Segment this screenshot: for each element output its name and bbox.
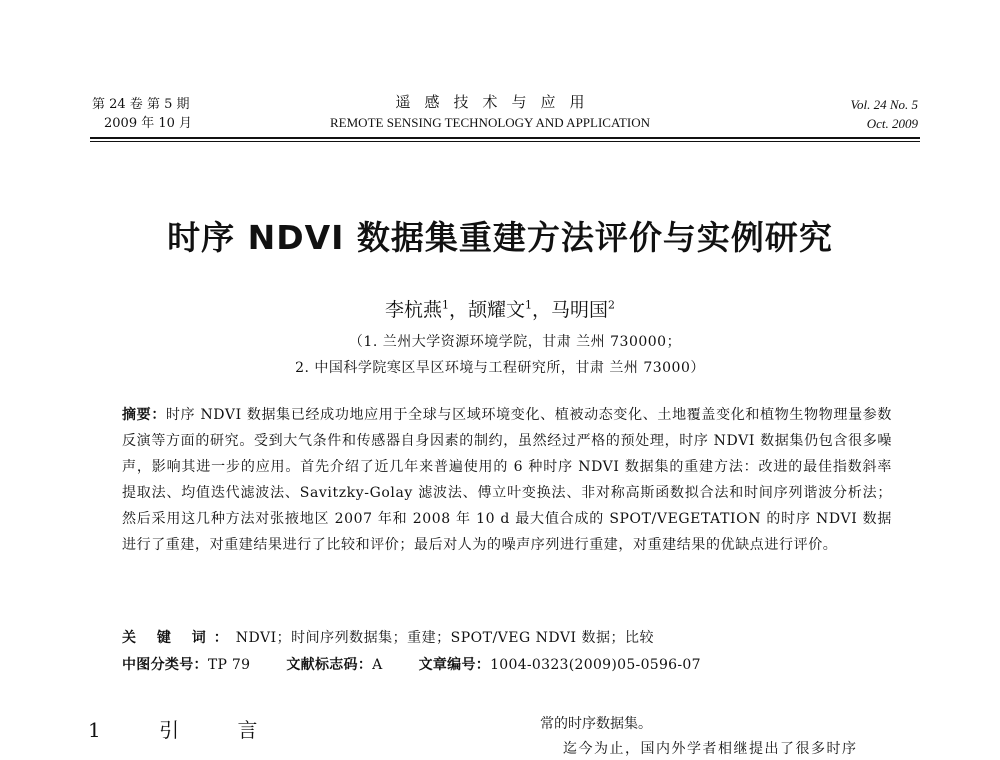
header-left [92, 95, 192, 133]
volume-issue-en: Vol. 24 No. 5 [850, 97, 918, 112]
author-separator: ， [448, 299, 468, 321]
volume-issue-cn: 第 24 卷 第 5 期 [92, 97, 190, 112]
body-text-line: 迄今为止，国内外学者相继提出了很多时序 [563, 741, 858, 757]
abstract-text: 时序 NDVI 数据集已经成功地应用于全球与区域环境变化、植被动态变化、土地覆盖变化和植物生物物理量参数反演等方面的研究。受到大气条件和传感器自身因素的制约，虽然经过严格的预处理，时序 NDVI 数据集仍包含很多噪声，影响其进一步的应用。首先介绍了近几年来普遍使用的 6 种时序 NDVI 数据集的重建方法：改进的最佳指数斜率提取法、均值迭代滤波法、Savitzky-Golay 滤波法、傅立叶变换法、非对称高斯函数拟合法和时间序列谐波分析法；然后采用这几种方法对张掖地区 2007 年和 2008 年 10 d 最大值合成的 SPOT/VEGETATION 的时序 NDVI 数据进行了重建，对重建结果进行了比较和评价；最后对人为的噪声序列进行重建，对重建结果的优缺点进行评价。 [122, 407, 892, 553]
abstract [122, 402, 892, 558]
doc-code-label: 文献标志码： [286, 657, 373, 673]
section-heading: 1 引 言 [88, 718, 284, 742]
author-name: 李杭燕 [384, 299, 442, 321]
author-separator: ， [532, 299, 552, 321]
journal-name-cn: 遥感技术与应用 [395, 93, 599, 111]
clc-label: 中图分类号： [122, 657, 208, 673]
body-text-line: 常的时序数据集。 [540, 716, 652, 732]
header-rule-thin [90, 141, 920, 142]
date-cn: 2009 年 10 月 [104, 116, 193, 131]
author-name: 颉耀文 [467, 299, 525, 321]
journal-header [290, 92, 690, 132]
article-number-value: 1004-0323(2009)05-0596-07 [490, 657, 701, 673]
keywords-text: NDVI；时间序列数据集；重建；SPOT/VEG NDVI 数据；比较 [235, 630, 654, 646]
author-name: 马明国 [551, 299, 609, 321]
author-affiliation-mark: 2 [608, 298, 616, 312]
keywords [122, 627, 654, 647]
article-number-label: 文章编号： [418, 657, 491, 673]
doc-code-value: A [372, 657, 383, 673]
date-en: Oct. 2009 [866, 116, 918, 131]
clc-value: TP 79 [207, 657, 251, 673]
journal-name-en: REMOTE SENSING TECHNOLOGY AND APPLICATION [330, 115, 650, 130]
author-affiliation-mark: 1 [525, 298, 532, 312]
header-rule-thick [90, 137, 920, 139]
keywords-label: 关 键 词： [122, 630, 236, 646]
header-right [850, 95, 918, 133]
author-affiliation-mark: 1 [441, 298, 449, 312]
author-list [0, 295, 1000, 322]
classification-line [122, 654, 701, 674]
abstract-label: 摘要： [122, 407, 166, 423]
affiliation-1: （1. 兰州大学资源环境学院，甘肃 兰州 730000； [348, 334, 682, 350]
paper-title: 时序 NDVI 数据集重建方法评价与实例研究 [167, 218, 833, 257]
affiliation-2: 2. 中国科学院寒区旱区环境与工程研究所，甘肃 兰州 73000） [295, 360, 705, 376]
